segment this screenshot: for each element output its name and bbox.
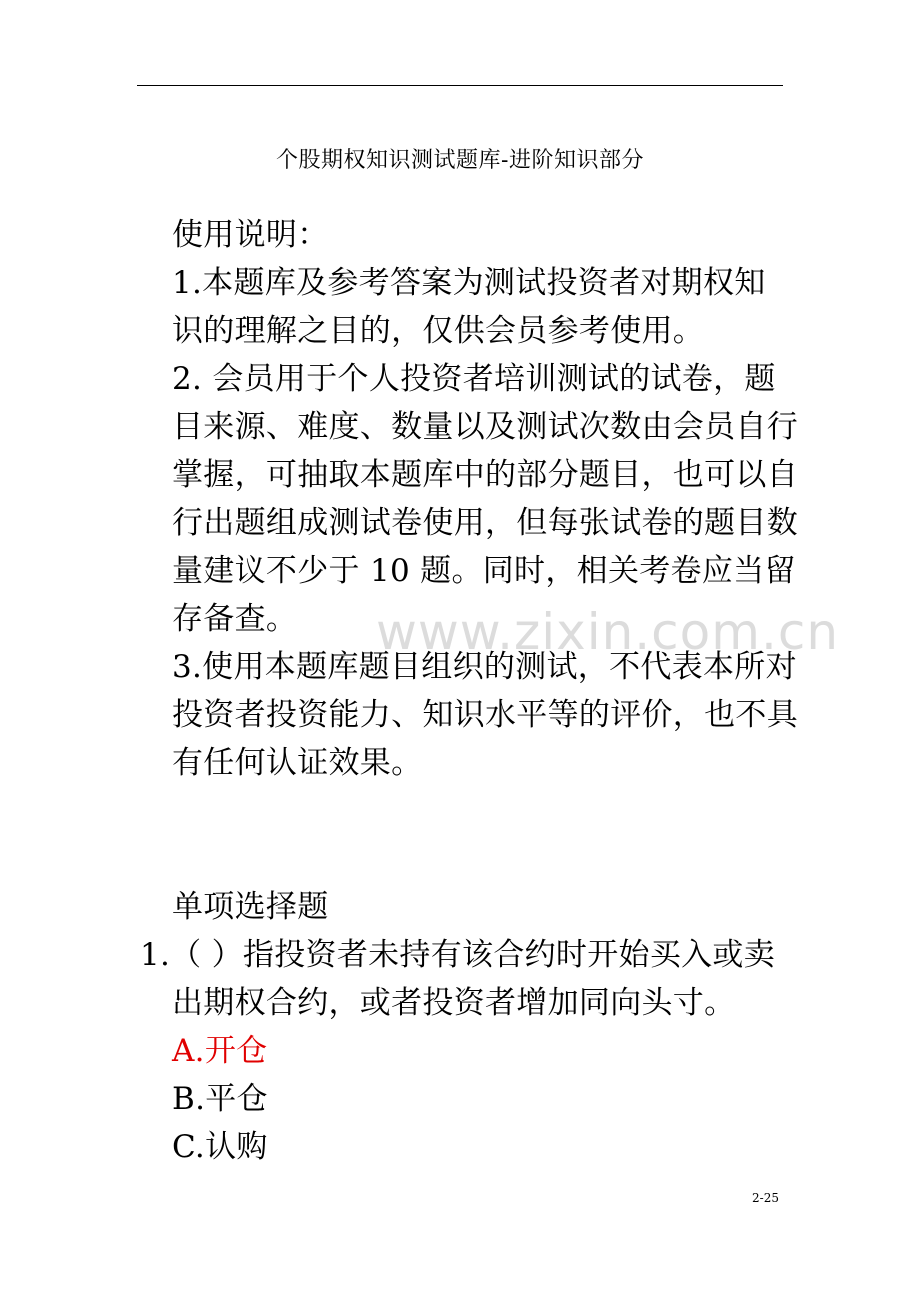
instruction-line: 1.本题库及参考答案为测试投资者对期权知 [172, 265, 766, 301]
instruction-line: 有任何认证效果。 [172, 745, 423, 781]
question-stem-continued: 出期权合约，或者投资者增加同向头寸。 [172, 985, 736, 1021]
instruction-line: 目来源、难度、数量以及测试次数由会员自行 [172, 409, 798, 445]
page-number: 2-25 [752, 1191, 779, 1205]
header-rule [137, 85, 783, 86]
document-title: 个股期权知识测试题库-进阶知识部分 [276, 148, 644, 173]
watermark: www.zixin.com.cn [376, 603, 840, 661]
instruction-line: 投资者投资能力、知识水平等的评价，也不具 [172, 697, 798, 733]
instruction-line: 存备查。 [172, 601, 298, 637]
option-b: B.平仓 [172, 1081, 268, 1117]
instructions-heading: 使用说明： [172, 217, 329, 253]
question-stem: 1.（ ）指投资者未持有该合约时开始买入或卖 [140, 937, 776, 973]
instruction-line: 3.使用本题库题目组织的测试，不代表本所对 [172, 649, 797, 685]
section-heading: 单项选择题 [172, 889, 329, 925]
instruction-line: 2. 会员用于个人投资者培训测试的试卷，题 [172, 361, 776, 397]
option-c: C.认购 [172, 1129, 268, 1165]
instruction-line: 量建议不少于 10 题。同时，相关考卷应当留 [172, 553, 796, 589]
instruction-line: 识的理解之目的，仅供会员参考使用。 [172, 313, 705, 349]
instruction-line: 行出题组成测试卷使用，但每张试卷的题目数 [172, 505, 798, 541]
instruction-line: 掌握，可抽取本题库中的部分题目，也可以自 [172, 457, 798, 493]
option-a: A.开仓 [172, 1033, 268, 1069]
